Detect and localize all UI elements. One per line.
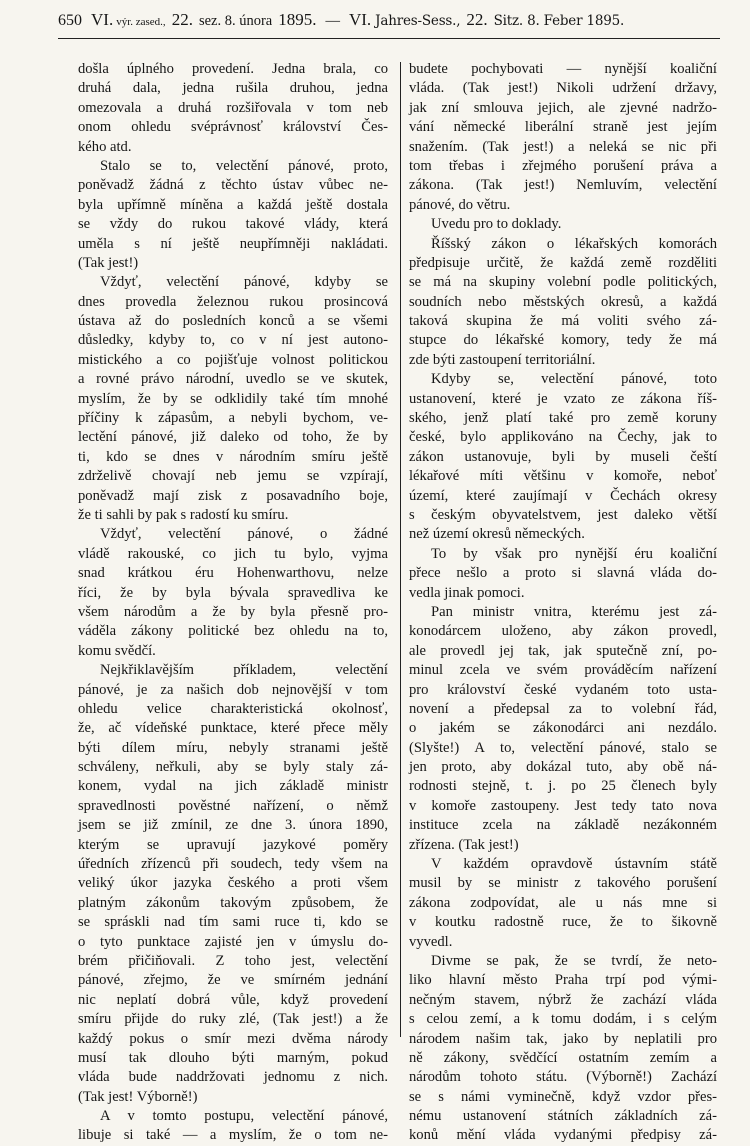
text-line: musil by se ministr z takového porušení: [409, 875, 717, 892]
header-session-label-cz: výr. zased.,: [116, 16, 166, 28]
text-line: zdrželivě chovají neb jemu se vzpírají,: [78, 468, 388, 485]
text-line: vedla jinak pomoci.: [409, 584, 525, 601]
header-session-number-cz: VI.: [91, 10, 114, 29]
text-line: onom ohledu svéprávnosť království Čes-: [78, 119, 388, 136]
header-dash: —: [325, 13, 340, 29]
header-sitting-number-de: 22.: [466, 10, 488, 29]
text-line: Vždyť, velectění pánové, o žádné: [100, 526, 388, 543]
text-line: nečným stavem, nýbrž že zachází vláda: [409, 991, 717, 1008]
text-line: území, které zaujímají v Čechách okresy: [409, 487, 717, 504]
text-line: Stalo se to, velectění pánové, proto,: [100, 157, 388, 174]
text-line: A v tomto postupu, velectění pánové,: [100, 1108, 388, 1125]
text-line: poněvadž mají zisk z posavadního boje,: [78, 487, 388, 504]
text-line: mistického a co pojišťuje volnost politickou: [78, 351, 388, 368]
text-line: byla upřímně míněna a každá ještě dostala: [78, 196, 388, 213]
text-line: zákon ustanovuje, byli by museli čeští: [409, 448, 717, 465]
text-line: pro království české vydaném toto usta-: [409, 681, 717, 698]
text-line: vládě rakouské, co jich tu bylo, vyjma: [78, 545, 388, 562]
text-line: nic neplatí dobrá vůle, když provedení: [78, 991, 388, 1008]
text-line: konodárcem uloženo, aby zákon provedl,: [409, 623, 717, 640]
text-line: druhá dala, jedna rušila druhou, jedna: [78, 80, 388, 97]
text-line: že, ač vídeňské punktace, které přece měly: [78, 720, 388, 737]
text-line: Vždyť, velectění pánové, kdyby se: [100, 274, 388, 291]
text-line: rodnosti stejně, t. j. po 25 členech byly: [409, 778, 717, 795]
text-line: ně zákony, svědčící ostatním zemím a: [409, 1049, 717, 1066]
text-line: o jakém se zákonodárci ani nezdálo.: [409, 720, 717, 737]
text-line: zákona. (Tak jest!) Nemluvím, velectění: [409, 177, 717, 194]
text-line: Uvedu pro to doklady.: [431, 216, 562, 233]
text-line: říci, že by byla bývala spravedliva ke: [78, 584, 388, 601]
text-line: s českým obyvatelstvem, jest daleko větší: [409, 506, 717, 523]
text-line: instituce zcela na základě nezákonném: [409, 817, 717, 834]
text-line: (Tak jest! Výborně!): [78, 1088, 198, 1105]
text-line: ústava až do posledních konců a se všemi: [78, 313, 388, 330]
text-line: Pan ministr vnitra, kterému jest zá-: [431, 603, 717, 620]
text-line: s celou zemí, a k tomu dodám, i s celým: [409, 1011, 717, 1028]
text-line: pánové, je za našich dob nejnovější v tom: [78, 681, 388, 698]
text-line: každý pokus o smír mezi dvěma národy: [78, 1030, 388, 1047]
text-line: pánové, do větru.: [409, 196, 511, 213]
text-line: vyvedl.: [409, 933, 453, 950]
text-line: došla úplného provedení. Jedna brala, co: [78, 61, 388, 77]
text-line: soudních nebo městských okresů, a každá: [409, 293, 717, 310]
text-line: o tyto punktace zajisté jen v úmyslu do-: [78, 933, 388, 950]
text-line: omezovala a druhá rozšiřovala v tom neb: [78, 99, 388, 116]
text-line: kterým se upravují jazykové poměry: [78, 836, 388, 853]
text-line: jak zní smlouva jejich, ale zjevné nadržo-: [409, 99, 717, 116]
text-line: nému ustanovení státních základních zá-: [409, 1108, 717, 1125]
text-line: předpisuje určitě, že každá země rozděliti: [409, 254, 717, 271]
text-line: stupce do lékařské komory, tedy že má: [409, 332, 717, 349]
text-line: národem našim tak, jako by neplatili pro: [409, 1030, 717, 1047]
header-session-number-de: VI.: [348, 10, 372, 29]
text-line: úředních zřízenců při soudech, tedy všem na: [78, 856, 388, 873]
text-line: taková skupina že má voliti svého zá-: [409, 313, 717, 330]
text-line: (Slyšte!) A to, velectění pánové, stalo se: [409, 739, 717, 756]
header-date-cz: sez. 8. února: [198, 13, 273, 29]
text-line: ohledu velice charakteristická okolnosť,: [78, 700, 388, 717]
text-line: důsledky, kdyby to, co v ní jest autono-: [78, 332, 388, 349]
text-line: platným zákonům takovým způsobem, že: [78, 894, 388, 911]
text-line: poněvadž žádná z těchto ústav vůbec ne-: [78, 177, 388, 194]
text-line: budete pochybovati — nynější koaliční: [409, 61, 717, 77]
text-line: v koutku radostně ruce, že to šikovně: [409, 914, 717, 931]
text-line: myslím, že by se odklidily také tím mnohé: [78, 390, 388, 407]
text-line: veliký úkor jazyka českého a proti všem: [78, 875, 388, 892]
text-line: se má na skupiny volební podle politických,: [409, 274, 717, 291]
right-column: [409, 60, 717, 1146]
text-line: lectění pánové, již daleko od toho, že by: [78, 429, 388, 446]
text-line: snažením. (Tak jest!) a neleká se nic při: [409, 138, 717, 155]
text-line: jen proto, aby dokázal tuto, aby obě ná-: [409, 759, 717, 776]
column-divider: [400, 62, 401, 1037]
text-line: ale provedl jej tak, jak sputečně zní, po-: [409, 642, 717, 659]
text-line: Nejkřiklavějším příkladem, velectění: [100, 662, 388, 679]
text-line: libuje si také — a myslím, že o tom ne-: [78, 1127, 388, 1144]
header-rule: [58, 38, 720, 39]
text-line: zde býti zastoupení territoriální.: [409, 351, 596, 368]
text-line: než území okresů německých.: [409, 526, 585, 543]
text-line: zřízena. (Tak jest!): [409, 836, 519, 853]
text-line: váděla zákony politické bez ohledu na to,: [78, 623, 388, 640]
text-line: ustanovení, které je vzato ze zákona říš-: [409, 390, 717, 407]
text-line: dnes provedla železnou rukou prosincová: [78, 293, 388, 310]
text-line: smíru přijde do ruky zlé, (Tak jest!) a že: [78, 1011, 388, 1028]
header-date-de: Sitz. 8. Feber 1895.: [493, 13, 625, 29]
text-line: minul zcela ve svém prováděcím nařízení: [409, 662, 717, 679]
header-sitting-number-cz: 22.: [171, 10, 193, 29]
text-line: kého atd.: [78, 138, 132, 155]
text-line: přece nešlo a proto si slavná vláda do-: [409, 565, 717, 582]
text-line: Říšský zákon o lékařských komorách: [431, 235, 717, 252]
text-line: příčiny k zápasům, a nebyli bychom, ve-: [78, 410, 388, 427]
text-line: ského, jenž platí také pro země koruny: [409, 410, 717, 427]
text-line: Kdyby se, velectění pánové, toto: [431, 371, 717, 388]
text-line: (Tak jest!): [78, 254, 139, 271]
text-line: komu svědčí.: [78, 642, 156, 659]
text-line: české, bylo applikováno na Čechy, jak to: [409, 429, 717, 446]
text-line: lékařové míti většinu v komoře, neboť: [409, 468, 717, 485]
text-line: jsem se již zmínil, ze dne 3. února 1890,: [78, 817, 388, 834]
text-line: národům tohoto státu. (Výborně!) Zachází: [409, 1069, 717, 1086]
text-line: tom třebas i zřejmého porušení práva a: [409, 157, 717, 174]
text-line: konů mění vláda vydanými předpisy zá-: [409, 1127, 717, 1144]
page-number: 650: [58, 12, 82, 29]
text-line: vání německé liberální straně jest jejím: [409, 119, 717, 136]
text-line: V každém opravdově ústavním státě: [431, 856, 717, 873]
running-header: [58, 10, 720, 36]
left-column: [78, 60, 388, 1146]
text-line: brém přičiňovali. Z toho jest, velectění: [78, 952, 388, 969]
text-line: se vždy do rukou takové vlády, která: [78, 216, 388, 233]
text-line: se s námi vyminečně, když vzdor přes-: [409, 1088, 717, 1105]
text-line: spravedlnosti pověstné nařízení, o němž: [78, 797, 388, 814]
text-line: vláda bude naddržovati jednomu z nich.: [78, 1069, 388, 1086]
text-line: Divme se pak, že se tvrdí, že neto-: [431, 952, 717, 969]
text-line: že ti sahli by pak s radostí ku smíru.: [78, 506, 289, 523]
text-line: konem, vydal na jich základě ministr: [78, 778, 388, 795]
header-year-cz: 1895.: [278, 10, 317, 29]
text-line: v komoře zastoupeny. Jest tedy tato nova: [409, 797, 717, 814]
header-session-label-de: Jahres-Sess.,: [375, 13, 461, 29]
text-line: To by však pro nynější éru koaliční: [431, 545, 717, 562]
text-line: uměla s ní ještě neupřímněji nakládati.: [78, 235, 388, 252]
text-line: se spráskli nad tím sami ruce ti, kdo se: [78, 914, 388, 931]
text-line: novení a předepsal za to volební řád,: [409, 700, 717, 717]
text-line: schváleny, neřkuli, aby se byly staly zá-: [78, 759, 388, 776]
text-line: všem národům a že by byla přesně pro-: [78, 603, 388, 620]
text-line: zákona zodpovídat, ale u nás mne si: [409, 894, 717, 911]
text-line: musí tak dlouho býti marným, pokud: [78, 1049, 388, 1066]
text-line: ti, kdo se dnes v národním smíru ještě: [78, 448, 388, 465]
text-line: pánové, zřejmo, že ve smírném jednání: [78, 972, 388, 989]
text-line: vláda. (Tak jest!) Nikoli udržení državy,: [409, 80, 717, 97]
text-line: a rovné právo národní, uvedlo se ve skutek,: [78, 371, 388, 388]
text-line: snad krátkou éru Hohenwarthovu, nelze: [78, 565, 388, 582]
text-line: býti dílem míru, nebyly stranami ještě: [78, 739, 388, 756]
text-line: liko hlavní město Praha trpí pod vými-: [409, 972, 717, 989]
